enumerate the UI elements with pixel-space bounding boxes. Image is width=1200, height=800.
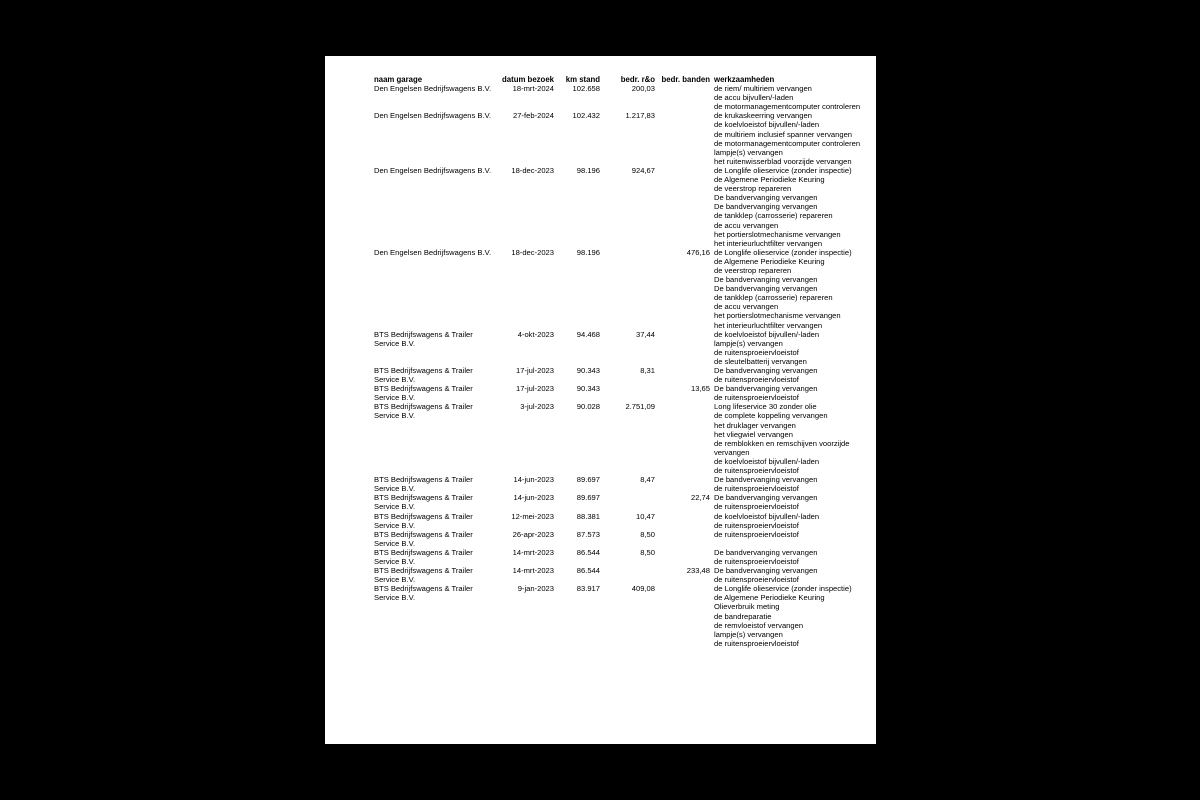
werkzaamheid-line: Long lifeservice 30 zonder olie — [714, 402, 817, 412]
werkzaamheid-line: de ruitensproeiervloeistof — [714, 556, 799, 566]
header-km-stand: km stand — [565, 75, 600, 84]
cell-km-stand: 90.343 — [576, 384, 600, 394]
cell-bedr-banden: 13,65 — [690, 384, 710, 394]
cell-bedr-banden — [656, 111, 711, 166]
werkzaamheid-line: de motormanagementcomputer controleren — [714, 138, 861, 148]
werkzaamheid-line: De bandvervanging vervangen — [714, 547, 818, 557]
werkzaamheid-line: de veerstrop repareren — [714, 184, 792, 194]
cell-datum-bezoek: 18-mrt-2024 — [512, 84, 554, 94]
werkzaamheid-line: De bandvervanging vervangen — [714, 366, 818, 375]
werkzaamheid-line: de tankklep (carrosserie) repareren — [714, 293, 833, 303]
cell-bedr-banden — [656, 402, 711, 475]
werkzaamheid-line: de sleutelbatterij vervangen — [714, 356, 807, 366]
cell-bedr-banden — [656, 84, 711, 111]
werkzaamheid-line: de multiriem inclusief spanner vervangen — [714, 129, 853, 139]
cell-naam-garage: BTS Bedrijfswagens & Trailer Service B.V. — [374, 584, 473, 603]
cell-datum-bezoek: 14-mrt-2023 — [512, 566, 554, 576]
cell-naam-garage: Den Engelsen Bedrijfswagens B.V. — [374, 165, 492, 175]
werkzaamheid-line: de ruitensproeiervloeistof — [714, 347, 799, 357]
werkzaamheid-line: de motormanagementcomputer controleren — [714, 102, 861, 112]
header-naam-garage: naam garage — [374, 75, 423, 84]
table-row — [374, 166, 864, 248]
cell-bedr-banden — [656, 475, 711, 493]
werkzaamheid-line: De bandvervanging vervangen — [714, 493, 818, 503]
werkzaamheid-line: lampje(s) vervangen — [714, 338, 783, 348]
cell-bedr-ro: 924,67 — [631, 165, 655, 175]
table-row — [374, 493, 864, 511]
cell-datum-bezoek: 9-jan-2023 — [517, 584, 554, 594]
werkzaamheid-line: de Algemene Periodieke Keuring — [714, 256, 825, 266]
werkzaamheid-line: De bandvervanging vervangen — [714, 475, 818, 485]
cell-werkzaamheden — [711, 366, 864, 384]
cell-km-stand: 98.196 — [576, 247, 600, 257]
werkzaamheid-line: de ruitensproeiervloeistof — [714, 502, 799, 512]
werkzaamheid-line: de Longlife olieservice (zonder inspectie) — [714, 247, 852, 257]
table-row — [374, 584, 864, 648]
table-row — [374, 248, 864, 330]
cell-werkzaamheden — [711, 84, 864, 111]
cell-km-stand: 86.544 — [576, 547, 600, 557]
werkzaamheid-line: de complete koppeling vervangen — [714, 411, 828, 421]
cell-datum-bezoek: 12-mei-2023 — [511, 511, 554, 521]
werkzaamheid-line: de remvloeistof vervangen — [714, 620, 804, 630]
werkzaamheid-line: De bandvervanging vervangen — [714, 284, 818, 294]
table-row — [374, 530, 864, 548]
cell-datum-bezoek: 27-feb-2024 — [513, 111, 554, 121]
header-werkzaamheden: werkzaamheden — [714, 75, 775, 84]
werkzaamheid-line: Olieverbruik meting — [714, 602, 780, 612]
cell-werkzaamheden — [711, 475, 864, 493]
cell-naam-garage: BTS Bedrijfswagens & Trailer Service B.V. — [374, 329, 473, 348]
werkzaamheid-line: De bandvervanging vervangen — [714, 275, 818, 285]
cell-km-stand: 102.658 — [572, 84, 600, 94]
cell-bedr-ro: 2.751,09 — [625, 402, 655, 412]
werkzaamheid-line: de Longlife olieservice (zonder inspectie) — [714, 584, 852, 594]
cell-datum-bezoek: 4-okt-2023 — [517, 329, 554, 339]
cell-werkzaamheden — [711, 402, 864, 475]
cell-bedr-banden — [656, 330, 711, 366]
werkzaamheid-line: het ruitenwisserblad voorzijde vervangen — [714, 156, 852, 166]
cell-werkzaamheden — [711, 530, 864, 548]
cell-bedr-ro: 8,50 — [640, 529, 655, 539]
werkzaamheid-line: de Algemene Periodieke Keuring — [714, 593, 825, 603]
werkzaamheid-line: het portierslotmechanisme vervangen — [714, 229, 841, 239]
werkzaamheid-line: de koelvloeistof bijvullen/-laden — [714, 456, 820, 466]
cell-naam-garage: BTS Bedrijfswagens & Trailer Service B.V. — [374, 511, 473, 530]
cell-datum-bezoek: 26-apr-2023 — [512, 529, 554, 539]
table-row — [374, 111, 864, 166]
cell-bedr-ro: 37,44 — [635, 329, 655, 339]
werkzaamheid-line: de Algemene Periodieke Keuring — [714, 175, 825, 185]
werkzaamheid-line: het portierslotmechanisme vervangen — [714, 311, 841, 321]
cell-bedr-ro: 409,08 — [631, 584, 655, 594]
cell-naam-garage: BTS Bedrijfswagens & Trailer Service B.V. — [374, 529, 473, 548]
werkzaamheid-line: het interieurluchtfilter vervangen — [714, 238, 823, 248]
header-bedr-banden: bedr. banden — [661, 75, 710, 84]
cell-bedr-banden — [656, 530, 711, 548]
werkzaamheid-line: de accu vervangen — [714, 220, 779, 230]
werkzaamheid-line: De bandvervanging vervangen — [714, 202, 818, 212]
cell-datum-bezoek: 14-jun-2023 — [513, 493, 554, 503]
cell-naam-garage: BTS Bedrijfswagens & Trailer Service B.V. — [374, 475, 473, 494]
werkzaamheid-line: het interieurluchtfilter vervangen — [714, 320, 823, 330]
cell-werkzaamheden — [711, 566, 864, 584]
table-row — [374, 548, 864, 566]
cell-naam-garage: BTS Bedrijfswagens & Trailer Service B.V. — [374, 566, 473, 585]
maintenance-table — [374, 75, 864, 648]
werkzaamheid-line: lampje(s) vervangen — [714, 147, 783, 157]
cell-km-stand: 88.381 — [576, 511, 600, 521]
werkzaamheid-line: de bandreparatie — [714, 611, 772, 621]
werkzaamheid-line: de remblokken en remschijven voorzijde vervangen — [714, 438, 850, 457]
werkzaamheid-line: lampje(s) vervangen — [714, 629, 783, 639]
cell-bedr-banden: 476,16 — [686, 247, 710, 257]
cell-datum-bezoek: 14-mrt-2023 — [512, 547, 554, 557]
cell-bedr-banden — [656, 166, 711, 248]
table-row — [374, 84, 864, 111]
werkzaamheid-line: de veerstrop repareren — [714, 265, 792, 275]
cell-werkzaamheden — [711, 330, 864, 366]
cell-naam-garage: Den Engelsen Bedrijfswagens B.V. — [374, 84, 492, 94]
werkzaamheid-line: de ruitensproeiervloeistof — [714, 520, 799, 530]
cell-datum-bezoek: 17-jul-2023 — [516, 384, 554, 394]
cell-bedr-banden — [656, 584, 711, 648]
werkzaamheid-line: de ruitensproeiervloeistof — [714, 466, 799, 476]
cell-bedr-ro — [601, 384, 656, 402]
cell-bedr-banden — [656, 366, 711, 384]
table-body — [374, 84, 864, 648]
cell-naam-garage: BTS Bedrijfswagens & Trailer Service B.V. — [374, 402, 473, 421]
werkzaamheid-line: de ruitensproeiervloeistof — [714, 484, 799, 494]
cell-bedr-banden: 22,74 — [690, 493, 710, 503]
cell-km-stand: 102.432 — [572, 111, 600, 121]
table-header — [374, 75, 864, 84]
werkzaamheid-line: De bandvervanging vervangen — [714, 193, 818, 203]
cell-bedr-ro: 8,50 — [640, 547, 655, 557]
cell-km-stand: 94.468 — [576, 329, 600, 339]
cell-naam-garage: BTS Bedrijfswagens & Trailer Service B.V. — [374, 366, 473, 385]
cell-km-stand: 86.544 — [576, 566, 600, 576]
cell-werkzaamheden — [711, 384, 864, 402]
cell-werkzaamheden — [711, 493, 864, 511]
cell-naam-garage: Den Engelsen Bedrijfswagens B.V. — [374, 111, 492, 121]
cell-km-stand: 90.028 — [576, 402, 600, 412]
cell-km-stand: 83.917 — [576, 584, 600, 594]
cell-werkzaamheden — [711, 584, 864, 648]
werkzaamheid-line: de accu vervangen — [714, 302, 779, 312]
cell-km-stand: 87.573 — [576, 529, 600, 539]
werkzaamheid-line: de accu bijvullen/-laden — [714, 93, 794, 103]
cell-datum-bezoek: 18-dec-2023 — [511, 165, 554, 175]
cell-naam-garage: BTS Bedrijfswagens & Trailer Service B.V. — [374, 547, 473, 566]
cell-km-stand: 90.343 — [576, 366, 600, 375]
werkzaamheid-line: de ruitensproeiervloeistof — [714, 575, 799, 585]
cell-bedr-ro: 8,47 — [640, 475, 655, 485]
cell-datum-bezoek: 14-jun-2023 — [513, 475, 554, 485]
table-row — [374, 475, 864, 493]
cell-bedr-ro — [601, 566, 656, 584]
table-row — [374, 366, 864, 384]
werkzaamheid-line: De bandvervanging vervangen — [714, 566, 818, 576]
cell-werkzaamheden — [711, 111, 864, 166]
werkzaamheid-line: het vliegwiel vervangen — [714, 429, 793, 439]
werkzaamheid-line: de Longlife olieservice (zonder inspectie) — [714, 165, 852, 175]
cell-datum-bezoek: 17-jul-2023 — [516, 366, 554, 375]
werkzaamheid-line: de ruitensproeiervloeistof — [714, 638, 799, 648]
cell-bedr-ro: 200,03 — [631, 84, 655, 94]
werkzaamheid-line: de krukaskeerring vervangen — [714, 111, 812, 121]
werkzaamheid-line: De bandvervanging vervangen — [714, 384, 818, 394]
cell-naam-garage: Den Engelsen Bedrijfswagens B.V. — [374, 247, 492, 257]
werkzaamheid-line: de ruitensproeiervloeistof — [714, 393, 799, 403]
werkzaamheid-line: de riem/ multiriem vervangen — [714, 84, 812, 94]
cell-bedr-ro — [601, 248, 656, 330]
cell-bedr-ro: 10,47 — [635, 511, 655, 521]
werkzaamheid-line: de tankklep (carrosserie) repareren — [714, 211, 833, 221]
cell-datum-bezoek: 3-jul-2023 — [520, 402, 554, 412]
werkzaamheid-line: de koelvloeistof bijvullen/-laden — [714, 511, 820, 521]
cell-bedr-banden — [656, 512, 711, 530]
header-bedr-ro: bedr. r&o — [620, 75, 655, 84]
werkzaamheid-line: de koelvloeistof bijvullen/-laden — [714, 329, 820, 339]
cell-bedr-ro: 1.217,83 — [625, 111, 655, 121]
cell-datum-bezoek: 18-dec-2023 — [511, 247, 554, 257]
table-row — [374, 384, 864, 402]
cell-werkzaamheden — [711, 166, 864, 248]
document-page — [325, 56, 876, 744]
cell-km-stand: 89.697 — [576, 475, 600, 485]
cell-bedr-ro: 8,31 — [640, 366, 655, 375]
table-row — [374, 566, 864, 584]
werkzaamheid-line: de ruitensproeiervloeistof — [714, 529, 799, 539]
cell-km-stand: 89.697 — [576, 493, 600, 503]
cell-bedr-banden: 233,48 — [686, 566, 710, 576]
werkzaamheid-line: de ruitensproeiervloeistof — [714, 375, 799, 385]
werkzaamheid-line: het druklager vervangen — [714, 420, 796, 430]
cell-bedr-ro — [601, 493, 656, 511]
table-row — [374, 402, 864, 475]
cell-werkzaamheden — [711, 512, 864, 530]
cell-bedr-banden — [656, 548, 711, 566]
table-row — [374, 330, 864, 366]
cell-km-stand: 98.196 — [576, 165, 600, 175]
cell-werkzaamheden — [711, 248, 864, 330]
header-datum-bezoek: datum bezoek — [502, 75, 554, 84]
cell-naam-garage: BTS Bedrijfswagens & Trailer Service B.V. — [374, 384, 473, 403]
cell-naam-garage: BTS Bedrijfswagens & Trailer Service B.V. — [374, 493, 473, 512]
werkzaamheid-line: de koelvloeistof bijvullen/-laden — [714, 120, 820, 130]
table-row — [374, 512, 864, 530]
cell-werkzaamheden — [711, 548, 864, 566]
